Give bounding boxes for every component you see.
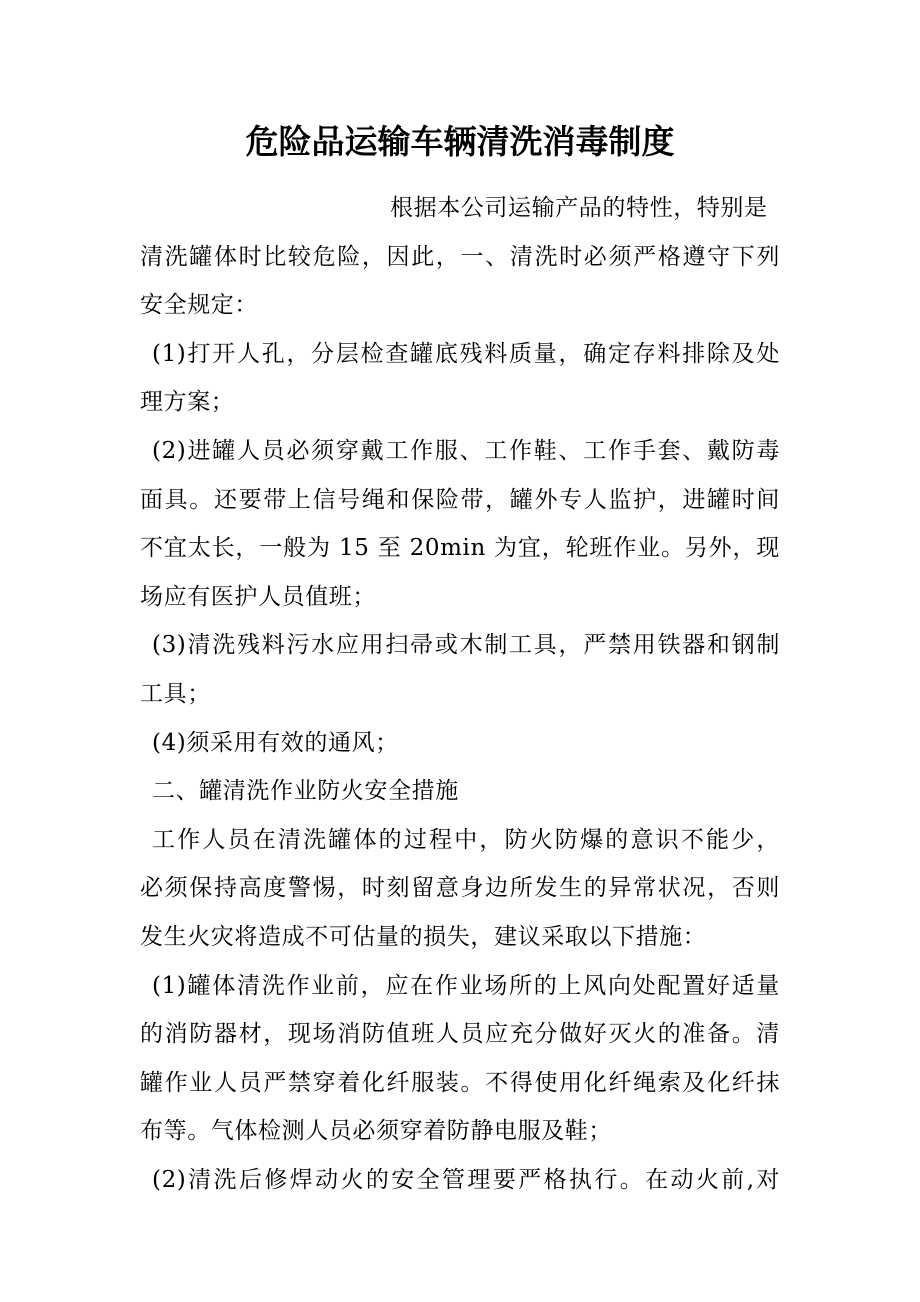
- paragraph-line: 发生火灾将造成不可估量的损失，建议采取以下措施：: [140, 923, 707, 950]
- paragraph-line: (2)进罐人员必须穿戴工作服、工作鞋、工作手套、戴防毒: [152, 437, 780, 464]
- paragraph-line: (3)清洗残料污水应用扫帚或木制工具，严禁用铁器和钢制: [152, 632, 780, 659]
- paragraph-line: 工具；: [140, 680, 211, 707]
- paragraph-line: 的消防器材，现场消防值班人员应充分做好灭火的准备。清: [140, 1021, 780, 1048]
- paragraph-line: 罐作业人员严禁穿着化纤服装。不得使用化纤绳索及化纤抹: [140, 1069, 780, 1096]
- paragraph-line: 理方案；: [140, 389, 235, 416]
- paragraph-line: 根据本公司运输产品的特性，特别是: [390, 195, 768, 221]
- paragraph-line: (4)须采用有效的通风；: [152, 729, 399, 756]
- paragraph-line: (2)清洗后修焊动火的安全管理要严格执行。在动火前,对: [152, 1166, 780, 1193]
- paragraph-line: 场应有医护人员值班；: [140, 583, 376, 610]
- document-title: 危险品运输车辆清洗消毒制度: [245, 122, 675, 161]
- paragraph-line: 不宜太长，一般为 15 至 20min 为宜，轮班作业。另外，现: [140, 535, 780, 562]
- document-body: [140, 184, 780, 1204]
- section-heading: 二、罐清洗作业防火安全措施: [152, 778, 459, 805]
- paragraph-line: 安全规定：: [140, 292, 258, 319]
- paragraph-line: 工作人员在清洗罐体的过程中，防火防爆的意识不能少，: [152, 826, 780, 853]
- paragraph-line: 必须保持高度警惕，时刻留意身边所发生的异常状况，否则: [140, 875, 780, 902]
- paragraph-line: 布等。气体检测人员必须穿着防静电服及鞋；: [140, 1118, 612, 1145]
- paragraph-line: (1)罐体清洗作业前，应在作业场所的上风向处配置好适量: [152, 972, 780, 999]
- paragraph-line: (1)打开人孔，分层检查罐底残料质量，确定存料排除及处: [152, 340, 780, 367]
- paragraph-line: 清洗罐体时比较危险，因此，一、清洗时必须严格遵守下列: [140, 243, 780, 270]
- paragraph-line: 面具。还要带上信号绳和保险带，罐外专人监护，进罐时间: [140, 486, 780, 513]
